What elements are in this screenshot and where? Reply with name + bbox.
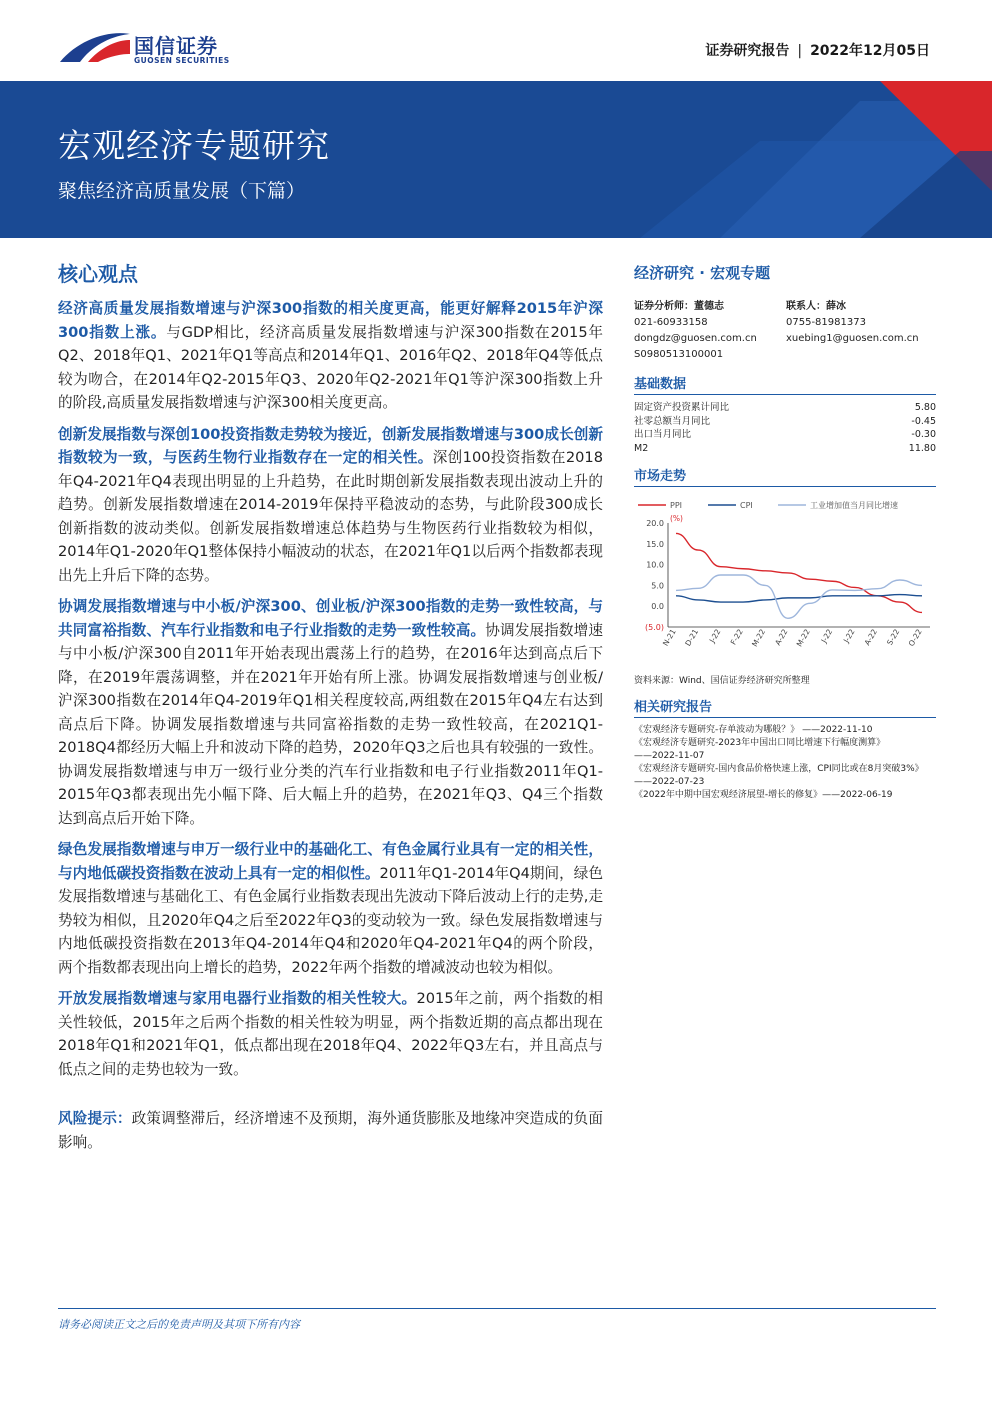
report-title: 《2022年中期中国宏观经济展望-增长的修复》 [634, 790, 823, 800]
report-title: 宏观经济专题研究 [58, 126, 330, 165]
report-date: ——2022-07-23 [634, 777, 705, 787]
indicator-value: -0.45 [911, 415, 936, 427]
paragraph [58, 595, 603, 830]
x-tick-label: N-21 [661, 627, 678, 648]
title-banner [0, 81, 992, 238]
risk-warning [58, 1107, 603, 1154]
indicator-name: 社零总额当月同比 [634, 415, 711, 427]
indicator-row [634, 415, 936, 429]
analyst-name: 董德志 [694, 301, 724, 312]
series-line [676, 595, 922, 602]
series-line [676, 533, 922, 612]
paragraph-highlight: 创新发展指数与深创100投资指数走势较为接近，创新发展指数增速与300成长创新指数较为一致，与医药生物行业指数存在一定的相关性。 [58, 425, 603, 466]
paragraph-highlight: 协调发展指数增速与中小板/沪深300、创业板/沪深300指数的走势一致性较高，与共同富裕指数、汽车行业指数和电子行业指数的走势一致性较高。 [58, 598, 603, 639]
indicator-row [634, 428, 936, 442]
sidebar [634, 262, 936, 802]
analyst-info [634, 299, 936, 363]
y-tick-label: 0.0 [651, 602, 664, 612]
report-title: 《宏观经济专题研究-2023年中国出口同比增速下行幅度测算》 [634, 738, 886, 748]
y-tick-label: 15.0 [646, 539, 664, 549]
indicator-name: 出口当月同比 [634, 429, 692, 440]
meta-separator: | [797, 43, 803, 59]
footer-divider [58, 1308, 936, 1309]
report-link[interactable] [634, 763, 936, 789]
contact-email: xuebing1@guosen.com.cn [786, 333, 919, 344]
paragraph-highlight: 绿色发展指数增速与申万一级行业中的基础化工、有色金属行业具有一定的相关性，与内地低碳投资指数在波动上具有一定的相似性。 [58, 841, 603, 882]
y-axis-unit: (%) [670, 514, 683, 523]
legend-label: CPI [740, 501, 753, 510]
paragraph-text: 深创100投资指数在2018年Q4-2021年Q4表现出明显的上升趋势，在此时期创新发展指数表现出波动上升的趋势。创新发展指数增速在2014-2019年保持平稳波动的态势，与此阶段300成长创新指数的波动类似。创新发展指数增速总体趋势与生物医药行业指数较为相似，2014年Q1-2020年Q1整体保持小幅波动的状态，在2021年Q1以后两个指数都表现出先上升后下降的态势。 [58, 449, 603, 584]
legend-label: PPI [670, 501, 683, 510]
paragraph [58, 297, 603, 415]
x-tick-label: M-22 [794, 627, 812, 649]
section-title: 核心观点 [58, 262, 138, 286]
x-tick-label: A-22 [773, 627, 790, 647]
y-tick-label: 10.0 [646, 560, 664, 570]
paragraph [58, 838, 603, 979]
paragraph-text: 与GDP相比，经济高质量发展指数增速与沪深300指数在2015年Q2、2018年Q1、2021年Q1等高点和2014年Q1、2016年Q2、2018年Q4等低点较为吻合，在2014年Q2-2015年Q3、2020年Q2-2021年Q1等沪深300指数上升的阶段,高质量发展指数增速与沪深300相关度更高。 [58, 323, 603, 411]
paragraph-text: 2015年之前，两个指数的相关性较低，2015年之后两个指数的相关性较为明显，两个指数近期的高点都出现在2018年Q1和2021年Q1，低点都出现在2018年Q4、2022年Q3左右，并且高点与低点之间的走势也较为一致。 [58, 990, 603, 1078]
contact-label: 联系人： [786, 301, 826, 312]
indicator-name: M2 [634, 442, 649, 454]
related-reports [634, 724, 936, 802]
y-tick-label: 5.0 [651, 581, 664, 591]
report-link[interactable] [634, 737, 936, 763]
indicator-value: -0.30 [911, 429, 936, 440]
report-title: 《宏观经济专题研究-国内食品价格快速上涨，CPI同比或在8月突破3%》 [634, 764, 924, 774]
x-tick-label: O-22 [906, 627, 924, 648]
basic-data-title: 基础数据 [634, 373, 936, 395]
chart-source: 资料来源：Wind、国信证券经济研究所整理 [634, 676, 810, 686]
footer-disclaimer: 请务必阅读正文之后的免责声明及其项下所有内容 [58, 1318, 300, 1331]
analyst-cert: S0980513100001 [634, 349, 724, 360]
report-meta [705, 40, 930, 60]
report-subtitle: 聚焦经济高质量发展（下篇） [58, 180, 306, 202]
indicator-value: 5.80 [914, 402, 936, 413]
legend-label: 工业增加值当月同比增速 [810, 501, 898, 510]
market-chart [634, 497, 936, 669]
contact-phone: 0755-81981373 [786, 317, 866, 328]
x-tick-label: D-21 [683, 627, 701, 648]
risk-label: 风险提示： [58, 1110, 132, 1127]
analyst-label: 证券分析师： [634, 301, 694, 312]
paragraph [58, 423, 603, 588]
paragraph-text: 2011年Q1-2014年Q4期间，绿色发展指数增速与基础化工、有色金属行业指数表现出先波动下降后波动上行的走势,走势较为相似，且2020年Q4之后至2022年Q3的变动较为一致。绿色发展指数增速与内地低碳投资指数在2013年Q4-2014年Q4和2020年Q4-2021年Q4的两个阶段，两个指数都表现出向上增长的趋势，2022年两个指数的增减波动也较为相似。 [58, 864, 603, 976]
market-trend-title: 市场走势 [634, 465, 936, 487]
x-tick-label: F-22 [728, 627, 745, 647]
x-tick-label: J-22 [707, 627, 723, 645]
core-views [58, 258, 603, 1162]
report-date: ——2022-11-07 [634, 751, 705, 761]
logo-subtext: GUOSEN SECURITIES [134, 56, 230, 65]
y-tick-label: 20.0 [646, 519, 664, 528]
paragraph-text: 协调发展指数增速与中小板/沪深300自2011年开始表现出震荡上行的趋势，在2016年达到高点后下降，在2019年震荡调整，并在2021年开始有所上涨。协调发展指数增速与创业板/沪深300指数在2014年Q4-2019年Q1相关程度较高,两组数在2015年Q4左右达到高点后下降。协调发展指数增速与共同富裕指数的走势一致性较高，在2021Q1-2018Q4都经历大幅上升和波动下降的趋势，2020年Q3之后也具有较强的一致性。协调发展指数增速与申万一级行业分类的汽车行业指数和电子行业指数2011年Q1-2015年Q3都表现出先小幅下降、后大幅上升的趋势，在2021年Q3、Q4三个指数达到高点后开始下降。 [58, 621, 603, 827]
analyst-email: dongdz@guosen.com.cn [634, 333, 757, 344]
report-date: ——2022-06-19 [822, 790, 893, 800]
x-tick-label: J-22 [819, 627, 835, 645]
report-date: ——2022-11-10 [802, 725, 873, 735]
report-link[interactable] [634, 724, 936, 737]
line-chart [634, 497, 936, 669]
report-type: 证券研究报告 [705, 43, 790, 59]
indicator-table [634, 401, 936, 455]
related-reports-title: 相关研究报告 [634, 696, 936, 718]
paragraph-highlight: 开放发展指数增速与家用电器行业指数的相关性较大。 [58, 990, 417, 1007]
indicator-value: 11.80 [908, 442, 936, 454]
paragraph [58, 987, 603, 1081]
x-tick-label: M-22 [750, 627, 768, 649]
indicator-name: 固定资产投资累计同比 [634, 402, 730, 413]
x-tick-label: J-22 [841, 627, 857, 645]
risk-text: 政策调整滞后，经济增速不及预期，海外通货膨胀及地缘冲突造成的负面影响。 [58, 1110, 603, 1151]
analyst-phone: 021-60933158 [634, 317, 708, 328]
y-tick-label: (5.0) [645, 623, 664, 632]
logo-text: 国信证券 [134, 34, 218, 58]
indicator-row [634, 442, 936, 456]
x-tick-label: S-22 [885, 627, 902, 647]
paragraph-highlight: 经济高质量发展指数增速与沪深300指数的相关度更高，能更好解释2015年沪深300指数上涨。 [58, 300, 603, 341]
x-tick-label: A-22 [862, 627, 880, 647]
report-link[interactable] [634, 789, 936, 802]
indicator-row [634, 401, 936, 415]
report-category: 经济研究 · 宏观专题 [634, 264, 771, 282]
contact-name: 薛冰 [826, 301, 846, 312]
report-date: 2022年12月05日 [810, 43, 930, 59]
report-title: 《宏观经济专题研究-存单波动为哪般？》 [634, 725, 800, 735]
